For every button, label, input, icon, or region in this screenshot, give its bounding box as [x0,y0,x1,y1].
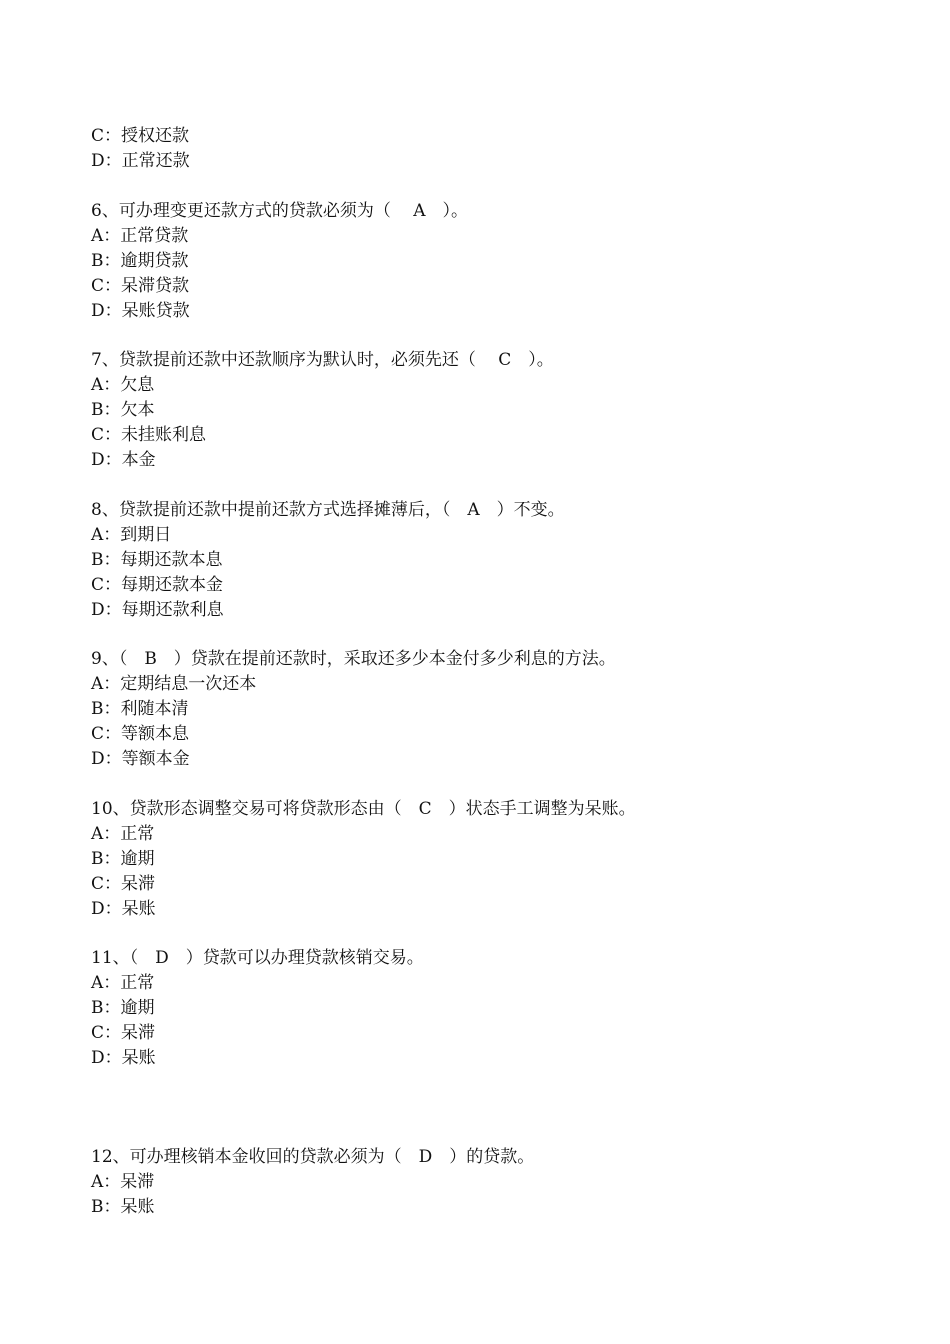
question-9 [91,647,616,772]
option-a: A：定期结息一次还本 [91,674,257,694]
question-text: 8、贷款提前还款中提前还款方式选择摊薄后，（ A ）不变。 [91,500,565,520]
option-b: B：逾期 [91,998,155,1018]
option-d: D：本金 [91,450,156,470]
option-c: C：未挂账利息 [91,425,207,445]
option-c: C：授权还款 [91,126,190,146]
option-b: B：欠本 [91,400,155,420]
question-12 [91,1145,534,1220]
option-c: C：每期还款本金 [91,575,224,595]
question-8 [91,498,565,623]
question-text: 6、可办理变更还款方式的贷款必须为（ A ）。 [91,201,468,221]
option-a: A：正常 [91,973,155,993]
option-d: D：呆账贷款 [91,301,190,321]
option-b: B：利随本清 [91,699,189,719]
option-a: A：正常 [91,824,155,844]
question-10 [91,797,636,922]
option-d: D：正常还款 [91,151,190,171]
question-text: 10、贷款形态调整交易可将贷款形态由（ C ）状态手工调整为呆账。 [91,799,636,819]
question-text: 7、贷款提前还款中还款顺序为默认时，必须先还（ C ）。 [91,350,554,370]
option-c: C：呆滞贷款 [91,276,190,296]
question-text: 12、可办理核销本金收回的贷款必须为（ D ）的贷款。 [91,1147,535,1167]
option-d: D：每期还款利息 [91,600,224,620]
option-c: C：等额本息 [91,724,190,744]
option-c: C：呆滞 [91,874,156,894]
option-c: C：呆滞 [91,1023,156,1043]
option-a: A：到期日 [91,525,172,545]
option-d: D：呆账 [91,1048,156,1068]
option-a: A：欠息 [91,375,155,395]
option-a: A：正常贷款 [91,226,189,246]
question-text: 11、（ D ）贷款可以办理贷款核销交易。 [91,948,424,968]
question-text: 9、（ B ）贷款在提前还款时，采取还多少本金付多少利息的方法。 [91,649,616,669]
question-7 [91,348,554,473]
option-b: B：逾期贷款 [91,251,189,271]
question-11 [91,946,424,1071]
option-a: A：呆滞 [91,1172,155,1192]
option-d: D：呆账 [91,899,156,919]
question-6 [91,199,468,324]
lead-options [91,124,190,174]
option-b: B：逾期 [91,849,155,869]
option-b: B：每期还款本息 [91,550,223,570]
option-b: B：呆账 [91,1197,155,1217]
option-d: D：等额本金 [91,749,190,769]
